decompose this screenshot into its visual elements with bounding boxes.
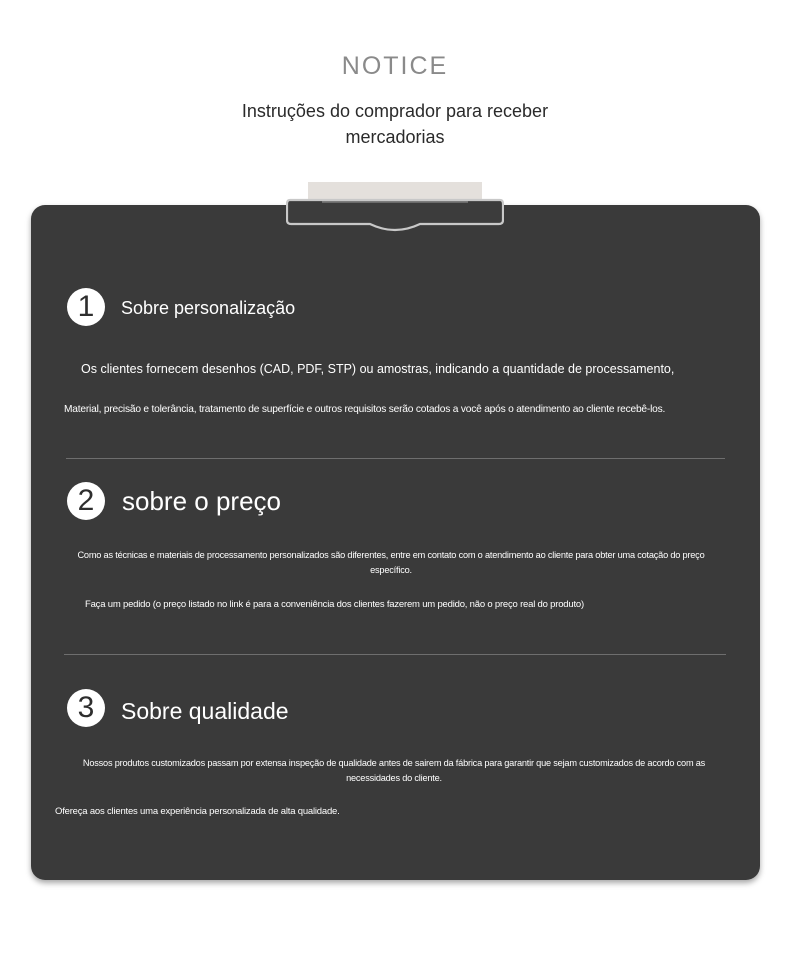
section-2-title: sobre o preço [122,486,281,516]
section-3-text-2: Ofereça aos clientes uma experiência personalizada de alta qualidade. [55,806,340,817]
clipboard-clip-icon [286,196,504,236]
section-2-text-1: Como as técnicas e materiais de processamento personalizados são diferentes, entre em contato com o atendimento ao cliente para obter uma cotação do preço específico. [77,550,705,575]
section-divider-2 [64,654,726,655]
section-3-text-1: Nossos produtos customizados passam por extensa inspeção de qualidade antes de sairem da fábrica para garantir que sejam customizados de acordo com as necessidades do cliente. [82,758,706,783]
section-3-title: Sobre qualidade [121,698,289,724]
section-1-title: Sobre personalização [121,298,296,318]
page-subtitle: Instruções do comprador para receber mercadorias [241,101,549,147]
notice-heading: NOTICE [341,52,449,80]
section-2-number: 2 [67,482,105,520]
section-2-text-2: Faça um pedido (o preço listado no link é para a conveniência dos clientes fazerem um pedido, não o preço real do produto) [85,599,584,610]
section-1-number: 1 [67,288,105,326]
section-1-text-1: Os clientes fornecem desenhos (CAD, PDF, STP) ou amostras, indicando a quantidade de processamento, [81,362,675,376]
section-1-text-2: Material, precisão e tolerância, tratamento de superfície e outros requisitos serão cotados a você após o atendimento ao cliente recebê-los. [64,404,666,415]
section-3-number: 3 [67,689,105,727]
section-divider-1 [66,458,725,459]
